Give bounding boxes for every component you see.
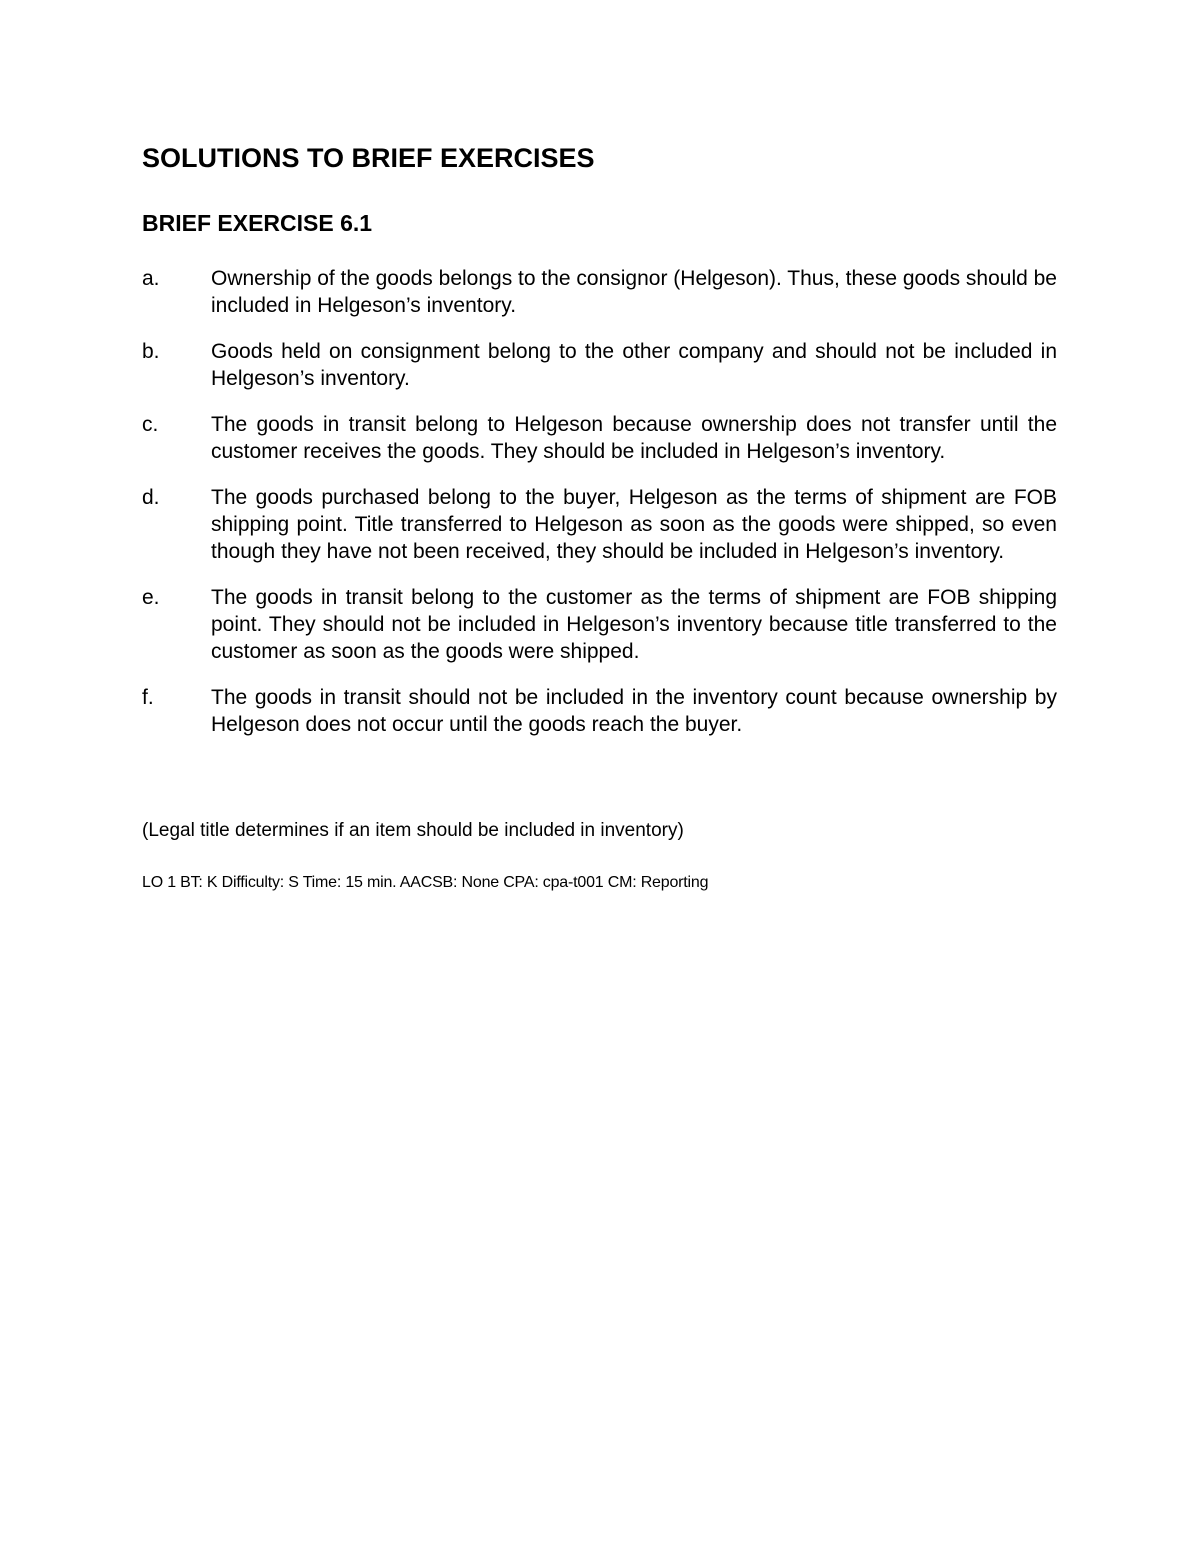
answer-marker: b.	[142, 340, 160, 363]
answer-item-a	[142, 265, 1057, 319]
answer-text: Goods held on consignment belong to the other company and should not be included in Helgeson’s inventory.	[211, 340, 1057, 390]
metadata-line: LO 1 BT: K Difficulty: S Time: 15 min. AACSB: None CPA: cpa-t001 CM: Reporting	[142, 874, 709, 891]
answer-text: The goods in transit belong to the customer as the terms of shipment are FOB shipping point. They should not be included in Helgeson’s inventory because title transferred to the customer as soon as the goods were shipped.	[211, 586, 1057, 663]
answer-marker: f.	[142, 686, 154, 709]
exercise-heading: BRIEF EXERCISE 6.1	[142, 210, 373, 236]
answer-item-f	[142, 684, 1057, 738]
answer-item-d	[142, 484, 1057, 565]
answer-text: The goods in transit belong to Helgeson because ownership does not transfer until the customer receives the goods. They should be included in Helgeson’s inventory.	[211, 413, 1057, 463]
answer-marker: c.	[142, 413, 159, 436]
answer-item-e	[142, 584, 1057, 665]
answer-list	[142, 265, 1057, 757]
answer-text: The goods in transit should not be included in the inventory count because ownership by Helgeson does not occur until the goods reach the buyer.	[211, 686, 1057, 736]
legal-title-note: (Legal title determines if an item should be included in inventory)	[142, 820, 684, 841]
answer-item-b	[142, 338, 1057, 392]
answer-marker: a.	[142, 267, 160, 290]
answer-text: The goods purchased belong to the buyer, Helgeson as the terms of shipment are FOB shipping point. Title transferred to Helgeson as soon as the goods were shipped, so even though they have not been received, they should be included in Helgeson’s inventory.	[211, 486, 1057, 563]
answer-marker: d.	[142, 486, 160, 509]
answer-marker: e.	[142, 586, 160, 609]
answer-text: Ownership of the goods belongs to the consignor (Helgeson). Thus, these goods should be included in Helgeson’s inventory.	[211, 267, 1057, 317]
answer-item-c	[142, 411, 1057, 465]
document-title: SOLUTIONS TO BRIEF EXERCISES	[142, 143, 595, 173]
